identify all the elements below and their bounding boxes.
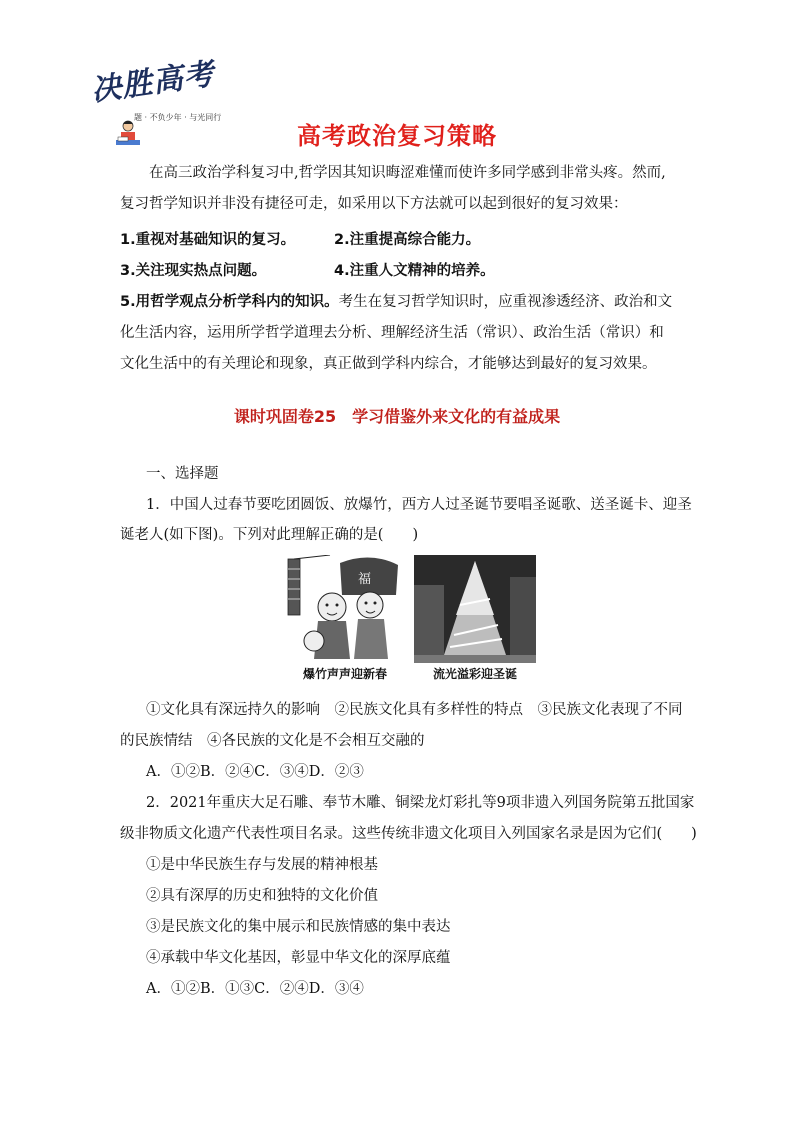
q1-answer-choices: A．①②B．②④C．③④D．②③ (146, 764, 364, 780)
method-row (120, 290, 672, 311)
q1-options: ①文化具有深远持久的影响 ②民族文化具有多样性的特点 ③民族文化表现了不同 (146, 702, 683, 718)
q2-stem: 级非物质文化遗产代表性项目名录。这些传统非遗文化项目入列国家名录是因为它们( ) (120, 826, 697, 842)
method-row (120, 228, 481, 249)
method-row (120, 259, 495, 280)
section-heading: 一、选择题 (146, 466, 219, 482)
q2-statement: ④承载中华文化基因，彰显中华文化的深厚底蕴 (146, 950, 451, 966)
method-item: 5.用哲学观点分析学科内的知识。 (120, 294, 339, 310)
q1-stem: 1．中国人过春节要吃团圆饭、放爆竹，西方人过圣诞节要唱圣诞歌、送圣诞卡、迎圣 (146, 497, 692, 513)
method-item: 1.重视对基础知识的复习。 (120, 232, 296, 248)
intro-line: 文化生活中的有关理论和现象，真正做到学科内综合，才能够达到最好的复习效果。 (120, 356, 657, 372)
christmas-tree-photo (414, 555, 536, 663)
intro-line: 复习哲学知识并非没有捷径可走，如采用以下方法就可以起到很好的复习效果： (120, 196, 628, 212)
q2-statement: ②具有深厚的历史和独特的文化价值 (146, 888, 378, 904)
figure-caption: 爆竹声声迎新春 (302, 667, 387, 681)
intro-line: 化生活内容，运用所学哲学道理去分析、理解经济生活（常识）、政治生活（常识）和 (120, 325, 664, 341)
firecracker-illustration (280, 555, 410, 663)
svg-text:福: 福 (358, 572, 372, 587)
q1-stem: 诞老人(如下图)。下列对此理解正确的是( ) (120, 527, 419, 543)
method-detail: 考生在复习哲学知识时，应重视渗透经济、政治和文 (338, 294, 673, 310)
q1-options: 的民族情结 ④各民族的文化是不会相互交融的 (120, 733, 425, 749)
method-item: 2.注重提高综合能力。 (334, 232, 481, 248)
method-item: 4.注重人文精神的培养。 (334, 263, 495, 279)
q2-statement: ③是民族文化的集中展示和民族情感的集中表达 (146, 919, 451, 935)
logo-text: 决胜高考 (89, 56, 217, 109)
method-item: 3.关注现实热点问题。 (120, 263, 267, 279)
q2-answer-choices: A．①②B．①③C．②④D．③④ (146, 981, 364, 997)
figure-caption: 流光溢彩迎圣诞 (432, 667, 517, 681)
q2-stem: 2．2021年重庆大足石雕、奉节木雕、铜梁龙灯彩扎等9项非遗入列国务院第五批国家 (146, 795, 695, 811)
logo-tagline: 题 · 不负少年 · 与光同行 (134, 113, 222, 122)
exercise-title: 课时巩固卷25 学习借鉴外来文化的有益成果 (233, 407, 561, 426)
intro-line: 在高三政治学科复习中,哲学因其知识晦涩难懂而使许多同学感到非常头疼。然而, (149, 165, 666, 181)
intro-paragraph (120, 158, 680, 220)
page-title: 高考政治复习策略 (297, 122, 497, 150)
q2-statement: ①是中华民族生存与发展的精神根基 (146, 857, 378, 873)
